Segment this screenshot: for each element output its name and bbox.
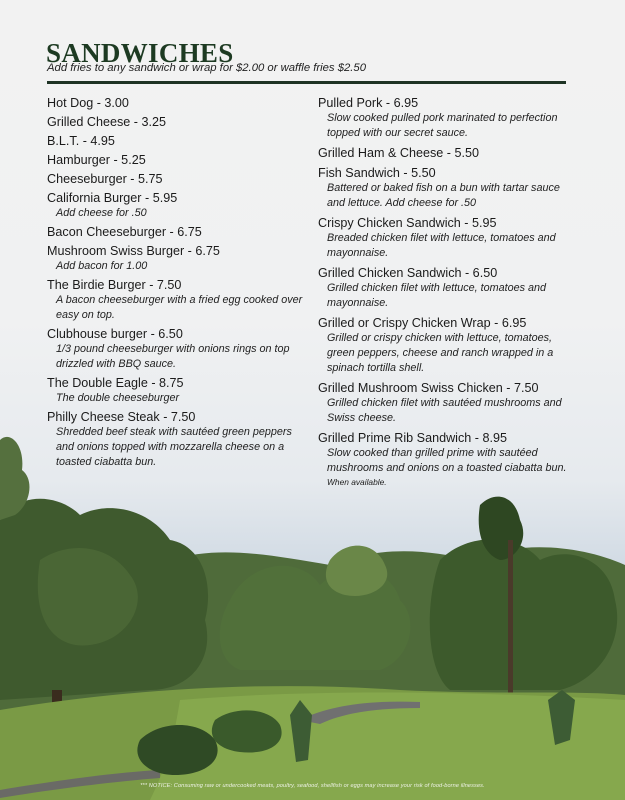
item-availability-note: When available.: [327, 477, 387, 487]
item-description: Shredded beef steak with sautéed green peppers and onions topped with mozzarella cheese on a toasted ciabatta bun.: [56, 426, 292, 468]
item-name: B.L.T. - 4.95: [47, 134, 115, 148]
fries-addon-note: Add fries to any sandwich or wrap for $2.00 or waffle fries $2.50: [47, 62, 366, 74]
menu-item: [47, 96, 307, 111]
item-description: Grilled or crispy chicken with lettuce, tomatoes, green peppers, cheese and ranch wrapped in a spinach tortilla shell.: [327, 332, 554, 374]
menu-item: [47, 191, 307, 221]
menu-item: [47, 172, 307, 187]
item-description: The double cheeseburger: [56, 392, 180, 404]
item-description: Breaded chicken filet with lettuce, tomatoes and mayonnaise.: [327, 232, 556, 259]
item-name: Grilled Chicken Sandwich - 6.50: [318, 266, 498, 280]
menu-item: [318, 216, 580, 261]
item-name: Grilled Ham & Cheese - 5.50: [318, 146, 479, 160]
item-name: Fish Sandwich - 5.50: [318, 166, 436, 180]
menu-item: [318, 146, 580, 161]
menu-column-right: [318, 96, 580, 488]
menu-item: [318, 431, 580, 488]
menu-item: [318, 166, 580, 211]
menu-item: [318, 316, 580, 376]
item-description: Add cheese for .50: [56, 207, 147, 219]
item-description: Grilled chicken filet with sautéed mushrooms and Swiss cheese.: [327, 397, 562, 424]
item-description: A bacon cheeseburger with a fried egg cooked over easy on top.: [56, 294, 303, 321]
item-name: The Double Eagle - 8.75: [47, 376, 184, 390]
item-name: Mushroom Swiss Burger - 6.75: [47, 244, 220, 258]
item-description: Add bacon for 1.00: [56, 260, 148, 272]
item-name: Grilled or Crispy Chicken Wrap - 6.95: [318, 316, 527, 330]
title-divider: [47, 81, 566, 84]
menu-item: [47, 410, 307, 470]
menu-item: [47, 153, 307, 168]
item-name: Grilled Cheese - 3.25: [47, 115, 167, 129]
menu-item: [318, 381, 580, 426]
menu-item: [47, 244, 307, 274]
menu-item: [47, 225, 307, 240]
item-name: California Burger - 5.95: [47, 191, 178, 205]
item-description: Slow cooked pulled pork marinated to perfection topped with our secret sauce.: [327, 112, 558, 139]
menu-item: [318, 96, 580, 141]
menu-item: [318, 266, 580, 311]
item-name: Hamburger - 5.25: [47, 153, 146, 167]
menu-item: [47, 134, 307, 149]
item-description: 1/3 pound cheeseburger with onions rings on top drizzled with BBQ sauce.: [56, 343, 290, 370]
menu-item: [47, 376, 307, 406]
item-name: Cheeseburger - 5.75: [47, 172, 163, 186]
food-safety-notice: *** NOTICE: Consuming raw or undercooked meats, poultry, seafood, shellfish or eggs may increase your risk of food-borne illnesses.: [140, 783, 485, 789]
item-name: Clubhouse burger - 6.50: [47, 327, 183, 341]
menu-item: [47, 327, 307, 372]
item-description: Battered or baked fish on a bun with tartar sauce and lettuce. Add cheese for .50: [327, 182, 560, 209]
menu-item: [47, 115, 307, 130]
item-name: Crispy Chicken Sandwich - 5.95: [318, 216, 497, 230]
item-name: Grilled Prime Rib Sandwich - 8.95: [318, 431, 507, 445]
item-description: Slow cooked than grilled prime with sautéed mushrooms and onions on a toasted ciabatta bun.: [327, 447, 567, 474]
item-name: Hot Dog - 3.00: [47, 96, 129, 110]
item-description: Grilled chicken filet with lettuce, tomatoes and mayonnaise.: [327, 282, 547, 309]
item-name: Pulled Pork - 6.95: [318, 96, 419, 110]
item-name: Grilled Mushroom Swiss Chicken - 7.50: [318, 381, 539, 395]
page-title: SANDWICHES: [46, 38, 234, 68]
item-name: Bacon Cheeseburger - 6.75: [47, 225, 202, 239]
menu-column-left: [47, 96, 307, 470]
menu-item: [47, 278, 307, 323]
item-name: Philly Cheese Steak - 7.50: [47, 410, 196, 424]
item-name: The Birdie Burger - 7.50: [47, 278, 182, 292]
